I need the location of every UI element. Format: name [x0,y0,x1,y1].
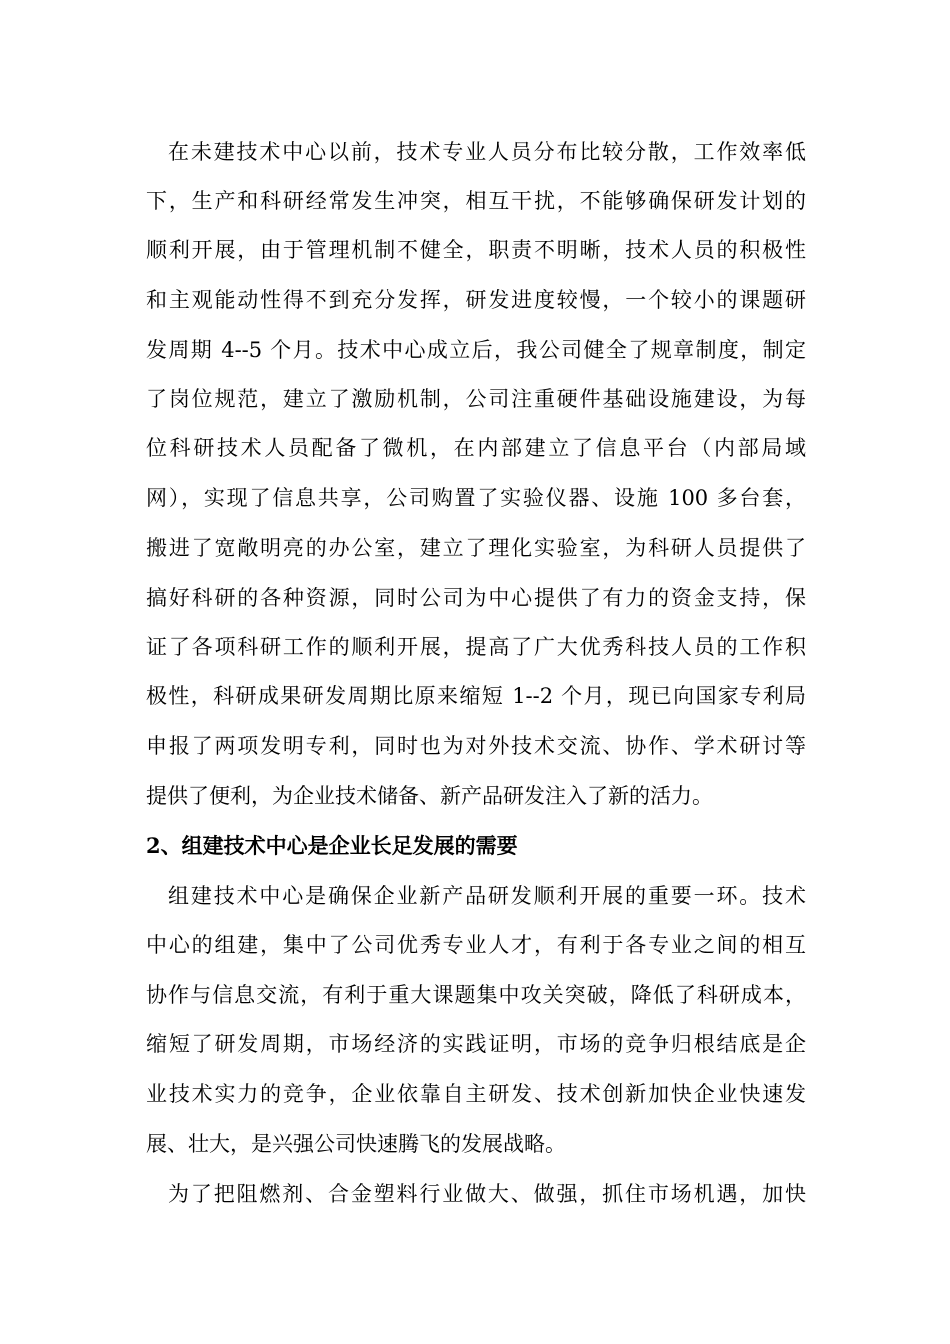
paragraph-1-line: 顺利开展，由于管理机制不健全，职责不明晰，技术人员的积极性 [146,238,806,262]
paragraph-1-line: 搬进了宽敞明亮的办公室，建立了理化实验室，为科研人员提供了 [146,536,806,560]
paragraph-1-line: 下，生产和科研经常发生冲突，相互干扰，不能够确保研发计划的 [146,189,806,213]
paragraph-3-line: 为了把阻燃剂、合金塑料行业做大、做强，抓住市场机遇，加快 [168,1182,806,1206]
paragraph-1-line: 提供了便利，为企业技术储备、新产品研发注入了新的活力。 [146,784,713,808]
paragraph-1-line: 搞好科研的各种资源，同时公司为中心提供了有力的资金支持，保 [146,586,806,610]
paragraph-1-line: 和主观能动性得不到充分发挥，研发进度较慢，一个较小的课题研 [146,288,806,312]
paragraph-2-line: 组建技术中心是确保企业新产品研发顺利开展的重要一环。技术 [168,884,806,908]
paragraph-1-line: 证了各项科研工作的顺利开展，提高了广大优秀科技人员的工作积 [146,635,806,659]
paragraph-2-line: 协作与信息交流，有利于重大课题集中攻关突破，降低了科研成本， [146,983,806,1007]
paragraph-1-line: 在未建技术中心以前，技术专业人员分布比较分散，工作效率低 [168,140,806,164]
paragraph-1-line: 了岗位规范，建立了激励机制，公司注重硬件基础设施建设，为每 [146,387,806,411]
paragraph-2-line: 缩短了研发周期，市场经济的实践证明，市场的竞争归根结底是企 [146,1032,806,1056]
paragraph-1-line: 发周期 4--5 个月。技术中心成立后，我公司健全了规章制度，制定 [146,338,806,362]
paragraph-1-line: 极性，科研成果研发周期比原来缩短 1--2 个月，现已向国家专利局 [146,684,806,708]
paragraph-2-line: 展、壮大，是兴强公司快速腾飞的发展战略。 [146,1132,566,1156]
paragraph-2-line: 业技术实力的竞争，企业依靠自主研发、技术创新加快企业快速发 [146,1082,806,1106]
paragraph-1-line: 位科研技术人员配备了微机，在内部建立了信息平台（内部局域 [146,436,806,460]
section-heading: 2、组建技术中心是企业长足发展的需要 [146,833,518,858]
paragraph-1-line: 申报了两项发明专利，同时也为对外技术交流、协作、学术研讨等 [146,734,806,758]
paragraph-2-line: 中心的组建，集中了公司优秀专业人才，有利于各专业之间的相互 [146,933,806,957]
paragraph-1-line: 网），实现了信息共享，公司购置了实验仪器、设施 100 多台套， [146,486,806,510]
